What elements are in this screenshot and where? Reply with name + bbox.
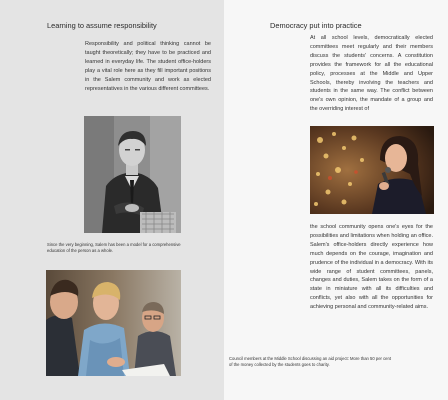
right-body-text-bottom: the school community opens one's eyes for the possibilities and limitations when holding an office. Salem's office-holders directly experience how much depends on the courage, imagination and prudence of the individual in a democracy. With its wide range of student committees, panels, changes and duties, Salem takes on the form of a state in miniature with all its difficulties and conflicts, yet also with all the opportunities for achieving personal and community-related aims. <box>310 224 433 311</box>
left-heading: Learning to assume responsibility <box>47 21 157 30</box>
right-body-text-top: At all school levels, democratically elected committees meet regularly and their members discuss the students' concerns. A constitution provides the framework for all the educational policy, processes at the Middle and Upper Schools, thereby involving the teachers and students in the same way. The conflict between one's own opinion, the mandate of a group and the overriding interest of <box>310 35 433 113</box>
right-heading: Democracy put into practice <box>270 21 362 30</box>
historical-portrait-photo <box>84 116 181 233</box>
student-speaker-photo <box>310 126 434 214</box>
left-caption: Since the very beginning, Salem has been a model for a comprehensive education of the person as a whole. <box>47 242 181 253</box>
right-caption: Council members at the Middle School discussing an aid project: More than 50 per cent of the money collected by the students goes to charity. <box>229 356 392 367</box>
students-meeting-photo <box>46 270 181 376</box>
right-page <box>224 0 448 400</box>
left-body-text: Responsibility and political thinking cannot be taught theoretically; they have to be practiced and learned in everyday life. The student office-holders play a vital role here as they fill important positions in the Salem community and work as elected representatives in the various different committees. <box>85 41 211 92</box>
